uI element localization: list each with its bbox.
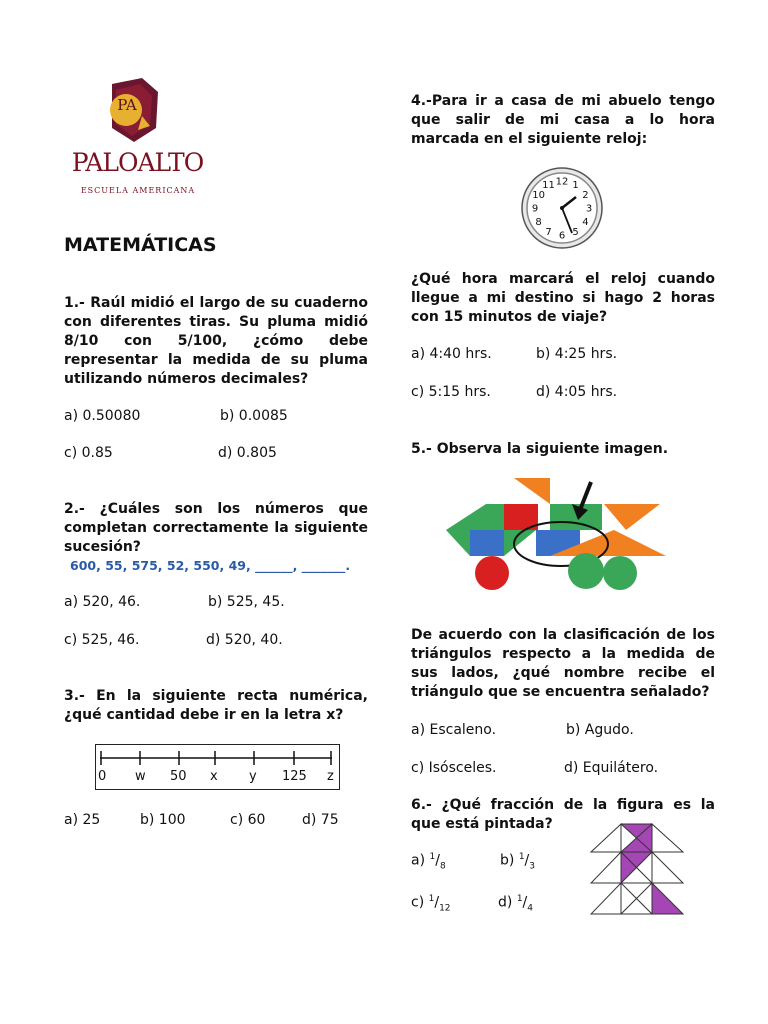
clock-image — [520, 164, 604, 252]
question-3: 3.- En la siguiente recta numérica, ¿qué cantidad debe ir en la letra x? — [64, 688, 368, 723]
question-4-prompt: ¿Qué hora marcará el reloj cuando llegue a mi destino si hago 2 horas con 15 minutos de viaje? — [411, 271, 715, 325]
q6-option-d-den: 4 — [527, 903, 533, 914]
q1-option-d: d) 0.805 — [218, 445, 277, 461]
page-title: MATEMÁTICAS — [64, 234, 217, 256]
logo-subtitle: ESCUELA AMERICANA — [80, 186, 196, 195]
q6-option-c-num: 1 — [428, 894, 435, 904]
clock-icon — [520, 164, 604, 252]
question-2: 2.- ¿Cuáles son los números que completan correctamente la siguiente sucesión? — [64, 501, 368, 555]
q6-option-b-den: 3 — [529, 861, 535, 872]
q4-option-c: c) 5:15 hrs. — [411, 384, 491, 400]
q6-option-b-letter: b) — [500, 852, 519, 869]
clock-numeral: 11 — [542, 180, 555, 192]
clock-numeral: 10 — [532, 190, 545, 201]
nl-label-y: y — [249, 769, 257, 784]
fraction-figure-graphic — [590, 822, 684, 916]
q5-option-b: b) Agudo. — [566, 722, 634, 738]
question-5: 5.- Observa la siguiente imagen. — [411, 441, 669, 457]
clock-numeral: 6 — [558, 230, 566, 242]
q5-option-c: c) Isósceles. — [411, 760, 497, 776]
logo-monogram: PA — [117, 96, 137, 114]
logo-shield-icon — [70, 76, 205, 201]
clock-numeral: 2 — [582, 190, 589, 201]
q6-option-b-num: 1 — [518, 852, 525, 862]
q6-option-d: d) $^1/_4$ — [498, 894, 533, 914]
question-4: 4.-Para ir a casa de mi abuelo tengo que salir de mi casa a lo hora marcada en el siguiente reloj: — [411, 93, 715, 147]
q6-option-c-den: 12 — [439, 903, 451, 914]
nl-label-50: 50 — [170, 769, 187, 784]
q6-option-a-letter: a) — [411, 852, 430, 869]
number-line — [95, 744, 340, 790]
q6-option-b: b) $^1/_3$ — [500, 852, 535, 872]
school-logo — [70, 76, 205, 201]
nl-label-z: z — [327, 769, 334, 784]
clock-numeral: 9 — [531, 203, 539, 215]
tangram-train-graphic — [446, 474, 668, 594]
q3-option-b: b) 100 — [140, 812, 186, 828]
clock-numeral: 5 — [572, 226, 579, 238]
nl-label-125: 125 — [282, 769, 307, 784]
q2-option-b: b) 525, 45. — [208, 594, 285, 610]
q3-option-a: a) 25 — [64, 812, 101, 828]
q6-option-c: c) $^1/_{12}$ — [411, 894, 451, 914]
nl-label-w: w — [135, 769, 146, 784]
q4-option-b: b) 4:25 hrs. — [536, 346, 618, 362]
q1-option-b: b) 0.0085 — [220, 408, 288, 424]
fraction-figure — [590, 822, 684, 916]
q6-option-a: a) $^1/_8$ — [411, 852, 446, 872]
q2-sequence: 600, 55, 575, 52, 550, 49, ______, _______. — [70, 558, 351, 573]
q4-option-a: a) 4:40 hrs. — [411, 346, 492, 362]
clock-numeral: 12 — [555, 176, 569, 188]
q6-option-c-letter: c) — [411, 894, 429, 911]
question-5-prompt: De acuerdo con la clasificación de los triángulos respecto a la medida de sus lados, ¿qué nombre recibe el triángulo que se encuentra señalado? — [411, 627, 715, 700]
q2-option-c: c) 525, 46. — [64, 632, 140, 648]
nl-label-0: 0 — [98, 769, 107, 784]
q1-option-c: c) 0.85 — [64, 445, 113, 461]
q2-option-a: a) 520, 46. — [64, 594, 141, 610]
logo-brand: PALOALTO — [71, 148, 204, 177]
tangram-train-image — [446, 474, 668, 594]
q5-option-a: a) Escaleno. — [411, 722, 497, 738]
question-1: 1.- Raúl midió el largo de su cuaderno con diferentes tiras. Su pluma midió 8/10 con 5/100, ¿cómo debe representar la medida de su pluma utilizando números decimales? — [64, 295, 368, 387]
q6-option-d-letter: d) — [498, 894, 517, 911]
q6-option-d-num: 1 — [516, 894, 523, 904]
clock-numeral: 4 — [582, 217, 589, 228]
q1-option-a: a) 0.50080 — [64, 408, 141, 424]
q6-option-a-num: 1 — [429, 852, 436, 862]
q6-option-a-den: 8 — [439, 861, 446, 872]
q4-option-d: d) 4:05 hrs. — [536, 384, 618, 400]
clock-numeral: 1 — [572, 180, 579, 192]
clock-numeral: 8 — [535, 217, 542, 228]
q5-option-d: d) Equilátero. — [564, 760, 659, 776]
clock-numeral: 7 — [545, 226, 552, 238]
question-6: 6.- ¿Qué fracción de la figura es la que está pintada? — [411, 797, 715, 832]
nl-label-x: x — [210, 769, 218, 784]
q3-option-c: c) 60 — [230, 812, 266, 828]
clock-numeral: 3 — [585, 203, 593, 215]
q2-option-d: d) 520, 40. — [206, 632, 283, 648]
q3-option-d: d) 75 — [302, 812, 339, 828]
